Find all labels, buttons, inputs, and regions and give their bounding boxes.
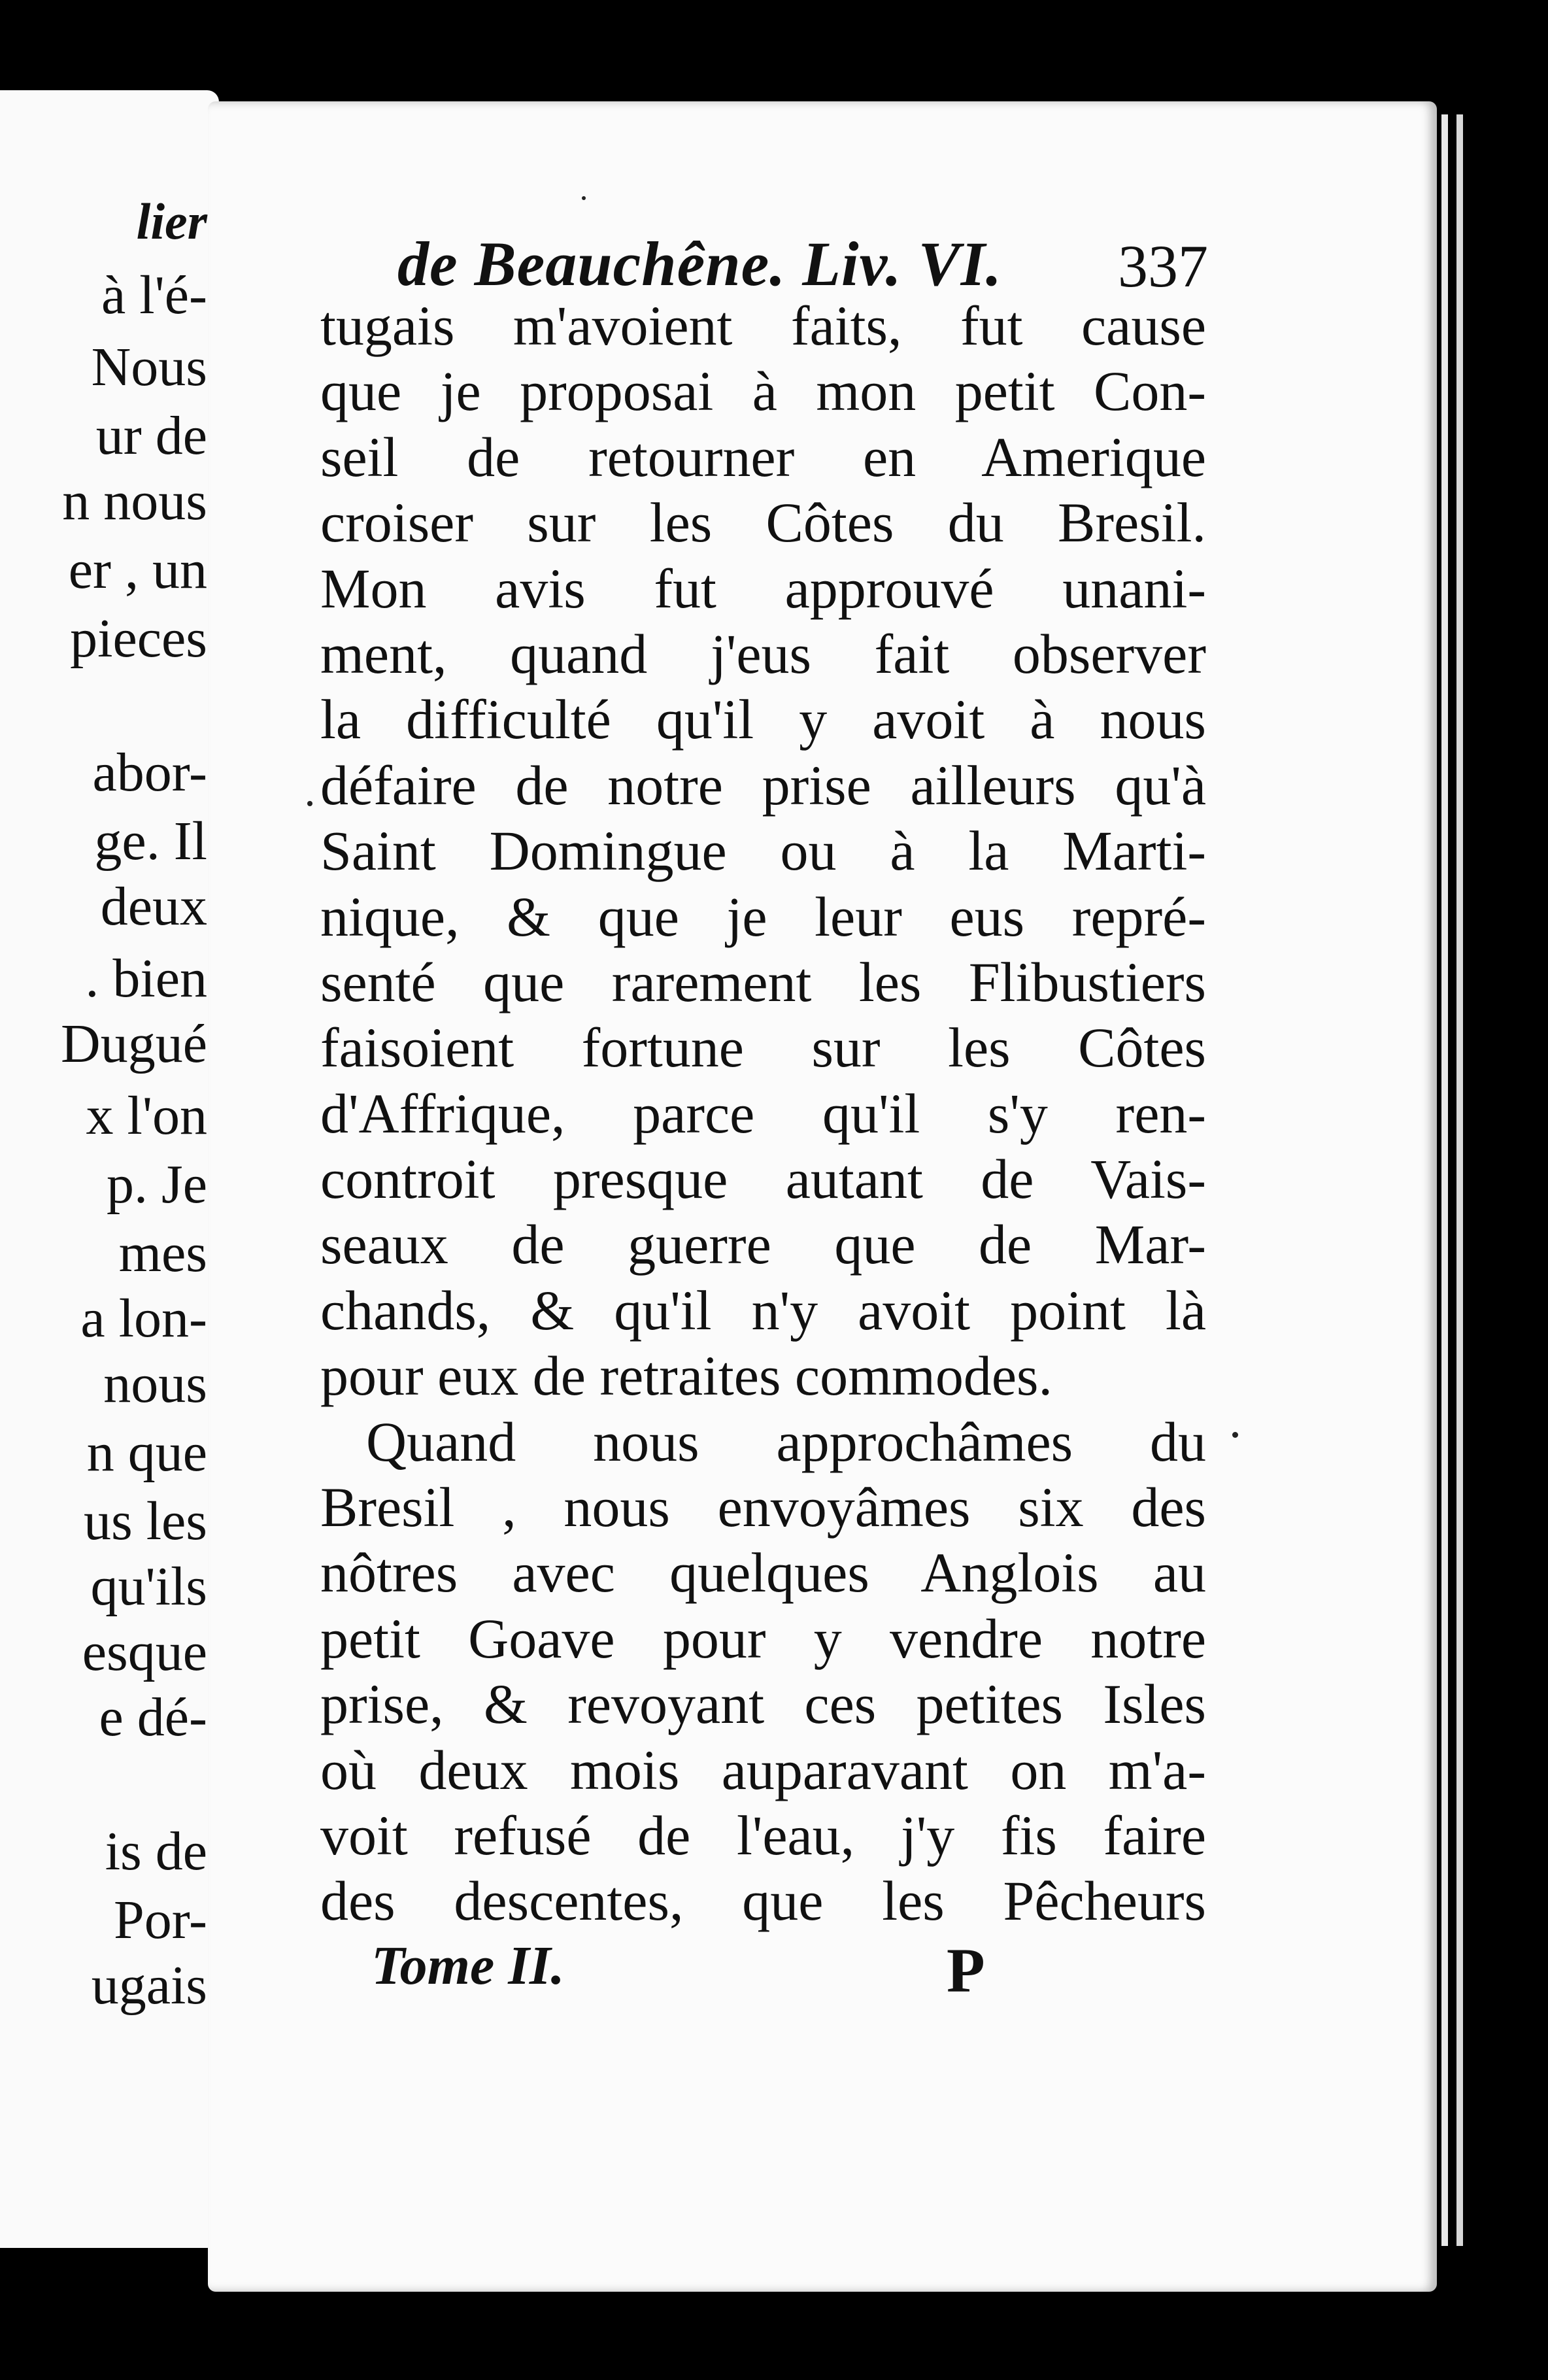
text-line: Bresil , nous envoyâmes six des	[320, 1476, 1206, 1539]
text-line: prise, & revoyant ces petites Isles	[320, 1673, 1206, 1736]
text-line: Saint Domingue ou à la Marti-	[320, 819, 1206, 883]
left-page-line: x l'on	[86, 1085, 207, 1146]
left-page-line: qu'ils	[90, 1556, 207, 1617]
volume-signature: Tome II.	[371, 1935, 565, 1996]
text-line: croiser sur les Côtes du Bresil.	[320, 491, 1206, 554]
left-page-line: Nous	[91, 337, 207, 398]
left-page-line: e dé-	[99, 1687, 207, 1748]
left-page-line: Dugué	[61, 1013, 207, 1074]
left-page-line: lier	[136, 193, 207, 250]
left-page-line: p. Je	[107, 1154, 207, 1215]
text-line: seaux de guerre que de Mar-	[320, 1213, 1206, 1276]
left-page-line: mes	[118, 1223, 207, 1284]
text-line: d'Affrique, parce qu'il s'y ren-	[320, 1081, 1206, 1145]
left-page-line: Por-	[114, 1890, 207, 1950]
text-line: seil de retourner en Amerique	[320, 425, 1206, 488]
body-text	[320, 293, 1206, 1934]
gathering-mark: P	[947, 1935, 985, 2005]
left-page-line: pieces	[70, 608, 207, 669]
left-page-line: a lon-	[80, 1288, 207, 1349]
text-line: ment, quand j'eus fait observer	[320, 622, 1206, 685]
text-line: où deux mois auparavant on m'a-	[320, 1738, 1206, 1801]
page-number: 337	[1118, 233, 1208, 299]
text-line: chands, & qu'il n'y avoit point là	[320, 1278, 1206, 1342]
left-page-line: n nous	[62, 471, 207, 532]
text-line: voit refusé de l'eau, j'y fis faire	[320, 1803, 1206, 1867]
signature-line	[371, 1934, 1025, 2006]
left-page-line: abor-	[92, 742, 207, 803]
text-line: nique, & que je leur eus repré-	[320, 885, 1206, 948]
running-head	[397, 228, 1208, 299]
text-line: controit presque autant de Vais-	[320, 1148, 1206, 1211]
left-page-line: n que	[86, 1422, 207, 1483]
ink-speck	[582, 196, 586, 200]
left-page-line: . bien	[85, 948, 207, 1009]
left-page-line: ur de	[95, 405, 207, 466]
text-line: nôtres avec quelques Anglois au	[320, 1541, 1206, 1605]
page-edge	[1441, 114, 1448, 2246]
left-page-line: er , un	[68, 539, 207, 600]
text-line: tugais m'avoient faits, fut cause	[320, 294, 1206, 357]
ink-speck	[307, 801, 312, 806]
left-page-line: is de	[105, 1821, 207, 1882]
text-line: que je proposai à mon petit Con-	[320, 360, 1206, 423]
text-line: défaire de notre prise ailleurs qu'à	[320, 753, 1206, 817]
left-page-line: à l'é-	[101, 265, 207, 326]
text-line: la difficulté qu'il y avoit à nous	[320, 688, 1206, 751]
left-page-line: us les	[84, 1491, 207, 1552]
text-line: senté que rarement les Flibustiers	[320, 950, 1206, 1013]
text-line: Quand nous approchâmes du	[366, 1410, 1206, 1473]
left-page-line: ge. Il	[94, 811, 207, 872]
ink-speck	[1232, 1432, 1238, 1438]
text-line: Mon avis fut approuvé unani-	[320, 556, 1206, 620]
left-page	[0, 90, 219, 2248]
left-page-line: deux	[100, 876, 207, 937]
text-line: des descentes, que les Pêcheurs	[320, 1869, 1206, 1933]
left-page-line: nous	[103, 1353, 207, 1414]
text-line: petit Goave pour y vendre notre	[320, 1606, 1206, 1670]
page-edge	[1456, 114, 1463, 2246]
running-title: de Beauchêne. Liv. VI.	[397, 229, 1002, 299]
left-page-line: ugais	[91, 1955, 207, 2016]
text-line: faisoient fortune sur les Côtes	[320, 1016, 1206, 1080]
text-line: pour eux de retraites commodes.	[320, 1344, 1053, 1408]
left-page-line: esque	[82, 1622, 207, 1682]
